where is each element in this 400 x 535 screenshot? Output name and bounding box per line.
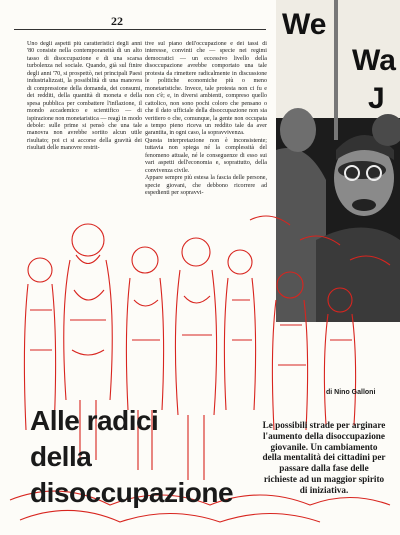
figure-4 bbox=[224, 250, 255, 410]
sign-text-2: Wa bbox=[352, 44, 396, 77]
header-rule bbox=[14, 29, 266, 30]
sign-text-3: J bbox=[368, 82, 385, 115]
title-line-2: della bbox=[30, 441, 92, 472]
article-column-1 bbox=[27, 41, 142, 213]
article-title bbox=[30, 403, 233, 511]
page-number: 22 bbox=[111, 14, 123, 28]
article-subtitle: Le possibili strade per arginare l'aumento della disoccupazione giovanile. Un cambiamento della mentalità dei cittadini per passare dalla fase delle richieste ad un maggior spirito di iniziativa. bbox=[262, 420, 386, 495]
title-line-3: disoccupazione bbox=[30, 477, 234, 508]
figure-5 bbox=[272, 272, 307, 430]
column-2-text: tive sul piano dell'occupazione e dei tassi di interesse, convinti che — specie nei regimi democratici — un eccessivo livello della disoccupazione avrebbe comportato una tale protesta da rimettere radicalmente in discussione le politiche economiche più o meno monetaristiche. Invece, tale protesta non ci fu e non c'è; e, in diversi ambienti, compreso quello cattolico, non sono pochi coloro che pensano o che il dato ufficiale della disoccupazione non sia veritiero o che, comunque, la gente non occupata a tempo pieno riceva un reddito tale da aver garantita, in ogni caso, la sopravvivenza. Questa interpretazione non è inconsistente; tuttavia non spiega né la complessità del fenomeno attuale, né le conseguenze di esso sui vari aspetti dell'economia e, soprattutto, della convivenza civile. Appare sempre più estesa la fascia delle persone, specie giovani, che debbono ricorrere ad espedienti per sopravvi- bbox=[145, 41, 267, 197]
sign-text: We bbox=[282, 8, 327, 41]
title-line-1: Alle radici bbox=[30, 405, 159, 436]
figure-6 bbox=[324, 288, 355, 425]
byline: di Nino Galloni bbox=[326, 389, 376, 396]
column-1-text: Uno degli aspetti più caratteristici degli anni '80 consiste nella contemporaneità di un alto tasso di disoccupazione e di una scarsa turbolenza nel sociale. Quando, già sul finire degli anni '70, si prospettò, nei principali Paesi industrializzati, la possibilità di una manovra di compressione della domanda, dei consumi, dei redditi, della quantità di moneta e della spesa pubblica per combattere l'inflazione, il mondo accademico e scientifico — di ispirazione non monetaristica — reagì in modo debole: sulle prime si pensò che una tale manovra non avrebbe sortito alcun utile risultato; poi ci si accorse della gravità dei risultati delle manovre restrit- bbox=[27, 41, 142, 152]
